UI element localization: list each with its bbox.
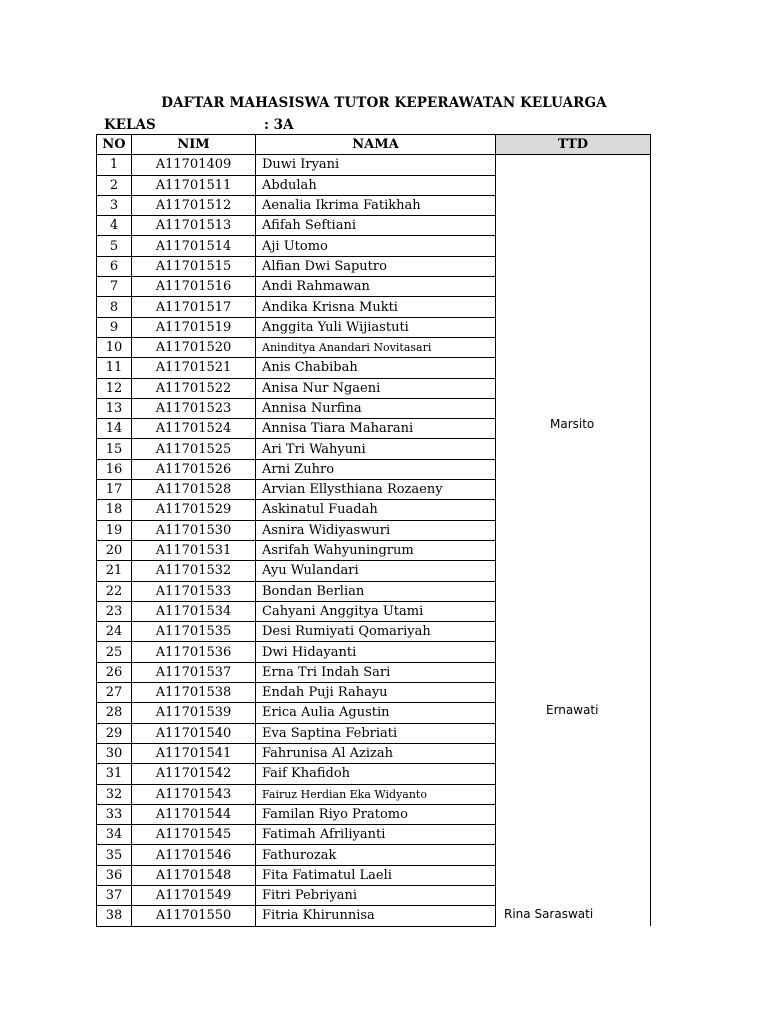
row-no: 31: [97, 764, 132, 784]
row-nim: A11701536: [132, 642, 256, 662]
row-nim: A11701548: [132, 865, 256, 885]
row-nim: A11701531: [132, 540, 256, 560]
row-nim: A11701534: [132, 601, 256, 621]
row-nama: Desi Rumiyati Qomariyah: [256, 622, 496, 642]
row-no: 38: [97, 906, 132, 926]
row-nim: A11701526: [132, 459, 256, 479]
row-no: 8: [97, 297, 132, 317]
row-no: 35: [97, 845, 132, 865]
row-nim: A11701533: [132, 581, 256, 601]
row-nim: A11701545: [132, 825, 256, 845]
row-nama: Aenalia Ikrima Fatikhah: [256, 195, 496, 215]
header-nim: NIM: [132, 135, 256, 155]
kelas-label: KELAS: [104, 117, 156, 133]
row-nama: Faif Khafidoh: [256, 764, 496, 784]
row-nim: A11701540: [132, 723, 256, 743]
row-nim: A11701525: [132, 439, 256, 459]
row-nim: A11701535: [132, 622, 256, 642]
row-nim: A11701522: [132, 378, 256, 398]
row-nim: A11701542: [132, 764, 256, 784]
row-nama: Ayu Wulandari: [256, 561, 496, 581]
row-nama: Aninditya Anandari Novitasari: [256, 337, 496, 357]
row-nama: Abdulah: [256, 175, 496, 195]
row-no: 6: [97, 256, 132, 276]
kelas-value: : 3A: [264, 117, 294, 133]
row-nama: Anisa Nur Ngaeni: [256, 378, 496, 398]
row-no: 33: [97, 804, 132, 824]
row-nim: A11701516: [132, 277, 256, 297]
row-nama: Eva Saptina Febriati: [256, 723, 496, 743]
student-table: [96, 134, 651, 927]
row-nama: Alfian Dwi Saputro: [256, 256, 496, 276]
row-no: 14: [97, 419, 132, 439]
row-nim: A11701528: [132, 480, 256, 500]
row-nama: Endah Puji Rahayu: [256, 683, 496, 703]
row-no: 25: [97, 642, 132, 662]
row-nama: Arvian Ellysthiana Rozaeny: [256, 480, 496, 500]
row-nama: Duwi Iryani: [256, 155, 496, 175]
row-no: 23: [97, 601, 132, 621]
row-nim: A11701529: [132, 500, 256, 520]
row-no: 5: [97, 236, 132, 256]
row-nim: A11701513: [132, 216, 256, 236]
row-nama: Asrifah Wahyuningrum: [256, 540, 496, 560]
row-nim: A11701511: [132, 175, 256, 195]
row-nama: Annisa Nurfina: [256, 398, 496, 418]
row-no: 18: [97, 500, 132, 520]
row-nim: A11701515: [132, 256, 256, 276]
row-nim: A11701521: [132, 358, 256, 378]
table-body: [97, 155, 651, 926]
row-no: 34: [97, 825, 132, 845]
row-nama: Fatimah Afriliyanti: [256, 825, 496, 845]
row-nama: Fitri Pebriyani: [256, 885, 496, 905]
row-nim: A11701523: [132, 398, 256, 418]
document-title: DAFTAR MAHASISWA TUTOR KEPERAWATAN KELUARGA: [161, 95, 607, 111]
row-nama: Cahyani Anggitya Utami: [256, 601, 496, 621]
signature-name: Ernawati: [546, 703, 599, 718]
row-nim: A11701550: [132, 906, 256, 926]
row-nim: A11701532: [132, 561, 256, 581]
row-nama: Fathurozak: [256, 845, 496, 865]
row-nim: A11701544: [132, 804, 256, 824]
row-nama: Fitria Khirunnisa: [256, 906, 496, 926]
row-nama: Bondan Berlian: [256, 581, 496, 601]
row-nim: A11701541: [132, 743, 256, 763]
row-nama: Fahrunisa Al Azizah: [256, 743, 496, 763]
row-no: 27: [97, 683, 132, 703]
row-no: 28: [97, 703, 132, 723]
row-no: 24: [97, 622, 132, 642]
row-no: 1: [97, 155, 132, 175]
row-nim: A11701514: [132, 236, 256, 256]
row-no: 22: [97, 581, 132, 601]
row-nama: Andika Krisna Mukti: [256, 297, 496, 317]
row-no: 20: [97, 540, 132, 560]
row-no: 26: [97, 662, 132, 682]
ttd-signature-area: [496, 155, 650, 926]
row-no: 13: [97, 398, 132, 418]
row-no: 7: [97, 277, 132, 297]
row-no: 3: [97, 195, 132, 215]
row-no: 17: [97, 480, 132, 500]
row-nama: Ari Tri Wahyuni: [256, 439, 496, 459]
row-no: 2: [97, 175, 132, 195]
row-nama: Fita Fatimatul Laeli: [256, 865, 496, 885]
row-no: 32: [97, 784, 132, 804]
row-nim: A11701530: [132, 520, 256, 540]
table-row: [97, 155, 651, 175]
row-no: 11: [97, 358, 132, 378]
row-no: 30: [97, 743, 132, 763]
signature-name: Rina Saraswati: [504, 907, 594, 922]
row-no: 9: [97, 317, 132, 337]
row-nama: Erica Aulia Agustin: [256, 703, 496, 723]
row-no: 10: [97, 337, 132, 357]
row-no: 4: [97, 216, 132, 236]
row-nim: A11701546: [132, 845, 256, 865]
row-no: 16: [97, 459, 132, 479]
row-nim: A11701520: [132, 337, 256, 357]
signature-name: Marsito: [550, 417, 595, 432]
row-no: 19: [97, 520, 132, 540]
row-no: 37: [97, 885, 132, 905]
row-nim: A11701543: [132, 784, 256, 804]
row-nama: Aji Utomo: [256, 236, 496, 256]
header-no: NO: [97, 135, 132, 155]
row-nim: A11701512: [132, 195, 256, 215]
row-nama: Fairuz Herdian Eka Widyanto: [256, 784, 496, 804]
row-nama: Afifah Seftiani: [256, 216, 496, 236]
row-nim: A11701537: [132, 662, 256, 682]
row-no: 36: [97, 865, 132, 885]
row-nama: Dwi Hidayanti: [256, 642, 496, 662]
row-nama: Anggita Yuli Wijiastuti: [256, 317, 496, 337]
row-nim: A11701409: [132, 155, 256, 175]
row-nama: Familan Riyo Pratomo: [256, 804, 496, 824]
row-nama: Asnira Widiyaswuri: [256, 520, 496, 540]
row-no: 29: [97, 723, 132, 743]
row-no: 21: [97, 561, 132, 581]
row-no: 12: [97, 378, 132, 398]
row-nama: Askinatul Fuadah: [256, 500, 496, 520]
row-no: 15: [97, 439, 132, 459]
header-ttd: TTD: [496, 135, 651, 155]
row-nim: A11701524: [132, 419, 256, 439]
ttd-column: [496, 155, 651, 926]
header-nama: NAMA: [256, 135, 496, 155]
table-header-row: [97, 135, 651, 155]
row-nim: A11701538: [132, 683, 256, 703]
row-nama: Arni Zuhro: [256, 459, 496, 479]
row-nim: A11701519: [132, 317, 256, 337]
row-nama: Erna Tri Indah Sari: [256, 662, 496, 682]
row-nim: A11701539: [132, 703, 256, 723]
row-nama: Andi Rahmawan: [256, 277, 496, 297]
row-nama: Annisa Tiara Maharani: [256, 419, 496, 439]
row-nim: A11701549: [132, 885, 256, 905]
row-nim: A11701517: [132, 297, 256, 317]
row-nama: Anis Chabibah: [256, 358, 496, 378]
